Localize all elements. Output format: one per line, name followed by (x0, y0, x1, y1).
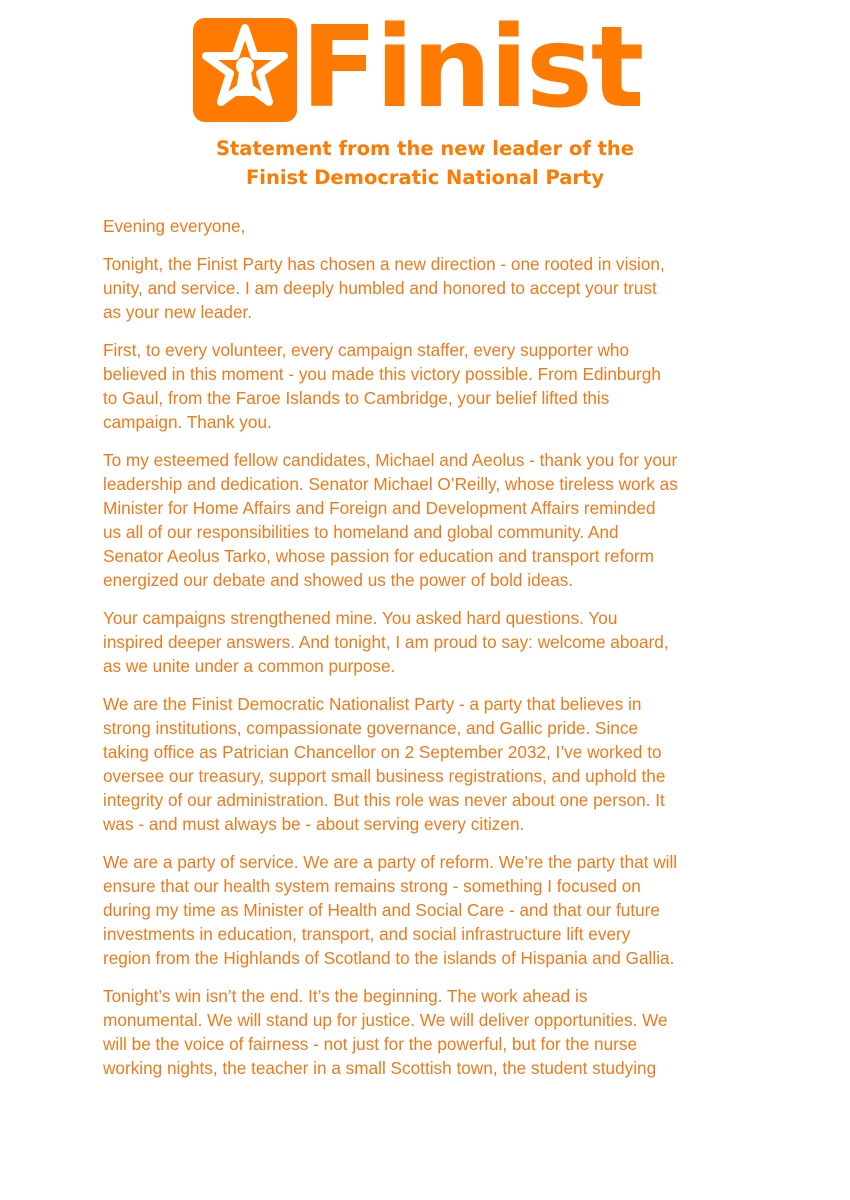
paragraph-line: integrity of our administration. But this role was never about one person. It (103, 790, 665, 810)
party-logo (193, 3, 663, 133)
paragraph (103, 850, 763, 970)
star-keyhole-icon (193, 18, 297, 122)
paragraph (103, 606, 763, 678)
paragraph-line: Your campaigns strengthened mine. You asked hard questions. You (103, 608, 618, 628)
paragraph-line: Tonight’s win isn’t the end. It’s the beginning. The work ahead is (103, 986, 588, 1006)
paragraph-line: Tonight, the Finist Party has chosen a new direction - one rooted in vision, (103, 254, 665, 274)
heading-line: Statement from the new leader of the (215, 137, 635, 160)
paragraph-line: leadership and dedication. Senator Michael O’Reilly, whose tireless work as (103, 474, 678, 494)
paragraph-line: oversee our treasury, support small business registrations, and uphold the (103, 766, 666, 786)
statement-body (103, 214, 763, 1094)
paragraph-line: investments in education, transport, and social infrastructure lift every (103, 924, 631, 944)
paragraph-line: taking office as Patrician Chancellor on 2 September 2032, I’ve worked to (103, 742, 662, 762)
paragraph (103, 448, 763, 592)
heading-line: Finist Democratic National Party (245, 166, 605, 189)
paragraph-line: as your new leader. (103, 302, 253, 322)
paragraph-line: campaign. Thank you. (103, 412, 272, 432)
paragraph-line: We are a party of service. We are a party of reform. We’re the party that will (103, 852, 678, 872)
paragraph-line: To my esteemed fellow candidates, Michael and Aeolus - thank you for your (103, 450, 678, 470)
paragraph-line: inspired deeper answers. And tonight, I am proud to say: welcome aboard, (103, 632, 669, 652)
paragraph-line: working nights, the teacher in a small Scottish town, the student studying (103, 1058, 657, 1078)
paragraph-line: during my time as Minister of Health and Social Care - and that our future (103, 900, 660, 920)
paragraph (103, 338, 763, 434)
paragraph-line: will be the voice of fairness - not just for the powerful, but for the nurse (103, 1034, 638, 1054)
paragraph-line: as we unite under a common purpose. (103, 656, 396, 676)
paragraph-line: monumental. We will stand up for justice. We will deliver opportunities. We (103, 1010, 668, 1030)
paragraph-line: Minister for Home Affairs and Foreign and Development Affairs reminded (103, 498, 656, 518)
paragraph (103, 214, 763, 238)
paragraph-line: Evening everyone, (103, 216, 246, 236)
paragraph-line: strong institutions, compassionate governance, and Gallic pride. Since (103, 718, 639, 738)
paragraph-line: believed in this moment - you made this victory possible. From Edinburgh (103, 364, 661, 384)
paragraph-line: us all of our responsibilities to homeland and global community. And (103, 522, 619, 542)
paragraph (103, 692, 763, 836)
paragraph-line: unity, and service. I am deeply humbled and honored to accept your trust (103, 278, 657, 298)
paragraph-line: First, to every volunteer, every campaign staffer, every supporter who (103, 340, 630, 360)
paragraph-line: to Gaul, from the Faroe Islands to Cambridge, your belief lifted this (103, 388, 610, 408)
paragraph (103, 984, 763, 1080)
paragraph-line: ensure that our health system remains strong - something I focused on (103, 876, 641, 896)
brand-wordmark: Finist (301, 3, 643, 133)
paragraph (103, 252, 763, 324)
paragraph-line: region from the Highlands of Scotland to the islands of Hispania and Gallia. (103, 948, 675, 968)
paragraph-line: We are the Finist Democratic Nationalist Party - a party that believes in (103, 694, 642, 714)
statement-heading (0, 134, 850, 192)
paragraph-line: was - and must always be - about serving every citizen. (103, 814, 525, 834)
paragraph-line: energized our debate and showed us the power of bold ideas. (103, 570, 574, 590)
paragraph-line: Senator Aeolus Tarko, whose passion for education and transport reform (103, 546, 654, 566)
